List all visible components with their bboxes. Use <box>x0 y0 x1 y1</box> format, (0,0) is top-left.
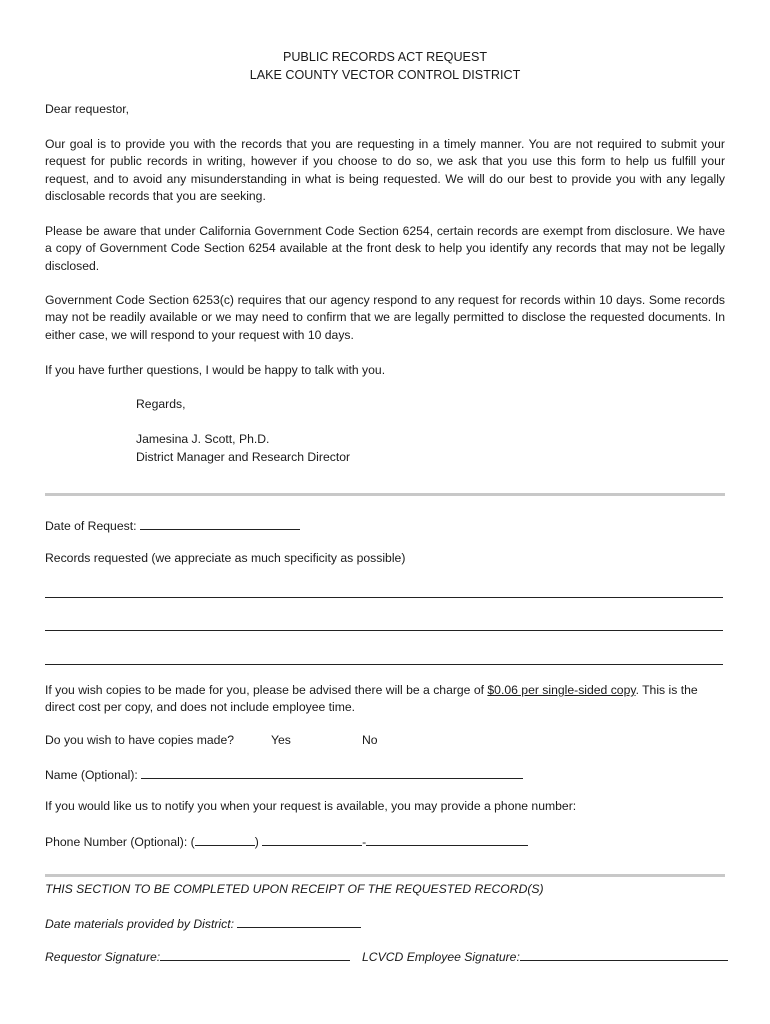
copies-note-prefix: If you wish copies to be made for you, please be advised there will be a charge of <box>45 683 488 697</box>
name-label: Name (Optional): <box>45 768 138 782</box>
phone-line-field[interactable] <box>366 833 528 846</box>
date-provided-label: Date materials provided by District: <box>45 917 234 931</box>
requestor-signature-row <box>45 948 350 964</box>
office-section-divider <box>45 874 725 877</box>
phone-area-code-field[interactable] <box>195 833 255 846</box>
copies-charge: $0.06 per single-sided copy <box>487 683 636 697</box>
records-requested-label: Records requested (we appreciate as much specificity as possible) <box>45 551 406 565</box>
office-section-heading: THIS SECTION TO BE COMPLETED UPON RECEIPT OF THE REQUESTED RECORD(S) <box>45 882 544 896</box>
closing: Regards, <box>136 397 186 411</box>
phone-prefix-field[interactable] <box>262 833 362 846</box>
questions-line: If you have further questions, I would be happy to talk with you. <box>45 363 386 377</box>
date-provided-field[interactable] <box>237 915 361 928</box>
copies-note-line2: direct cost per copy, and does not include employee time. <box>45 700 356 714</box>
employee-signature-field[interactable] <box>520 948 728 961</box>
option-no[interactable]: No <box>362 733 378 747</box>
employee-signature-label: LCVCD Employee Signature: <box>362 950 520 964</box>
name-field[interactable] <box>141 766 523 779</box>
employee-signature-row <box>362 948 728 964</box>
phone-close-paren: ) <box>254 835 259 849</box>
copies-question: Do you wish to have copies made? <box>45 733 235 747</box>
option-yes[interactable]: Yes <box>271 733 291 747</box>
phone-dash: - <box>362 835 367 849</box>
signer-name: Jamesina J. Scott, Ph.D. <box>136 432 270 446</box>
phone-label: Phone Number (Optional): ( <box>45 835 195 849</box>
date-provided-row <box>45 915 361 931</box>
requestor-signature-field[interactable] <box>160 948 350 961</box>
form-title: PUBLIC RECORDS ACT REQUEST <box>282 50 488 64</box>
district-name: LAKE COUNTY VECTOR CONTROL DISTRICT <box>249 68 521 82</box>
date-of-request-label: Date of Request: <box>45 519 137 533</box>
section-divider <box>45 493 725 496</box>
salutation: Dear requestor, <box>45 102 130 116</box>
date-of-request-field[interactable] <box>140 517 300 530</box>
notify-text: If you would like us to notify you when your request is available, you may provide a phone number: <box>45 799 577 813</box>
phone-row <box>45 833 528 849</box>
requestor-signature-label: Requestor Signature: <box>45 950 161 964</box>
date-of-request-row <box>45 517 300 533</box>
intro-paragraph: Our goal is to provide you with the records that you are requesting in a timely manner. You are not required to submit your request for public records in writing, however if you choose to do so, we ask that you use this form to help us fulfill your request, and to avoid any misunderstanding in what is being requested. We will do our best to provide you with any legally disclosable records that you are seeking. <box>45 137 725 204</box>
name-row <box>45 766 523 782</box>
copies-note-suffix: . This is the <box>635 683 698 697</box>
records-line-1[interactable] <box>45 597 723 598</box>
records-line-3[interactable] <box>45 664 723 665</box>
response-time-paragraph: Government Code Section 6253(c) requires that our agency respond to any request for records within 10 days. Some records may not be readily available or we may need to confirm that we are legally permitted to disclose the requested documents. In either case, we will respond to your request with 10 days. <box>45 293 725 342</box>
records-line-2[interactable] <box>45 630 723 631</box>
copies-note-line1 <box>45 683 698 697</box>
exemption-paragraph: Please be aware that under California Government Code Section 6254, certain records are exempt from disclosure. We have a copy of Government Code Section 6254 available at the front desk to help you identify any records that may not be legally disclosed. <box>45 224 725 273</box>
signer-title: District Manager and Research Director <box>136 450 351 464</box>
